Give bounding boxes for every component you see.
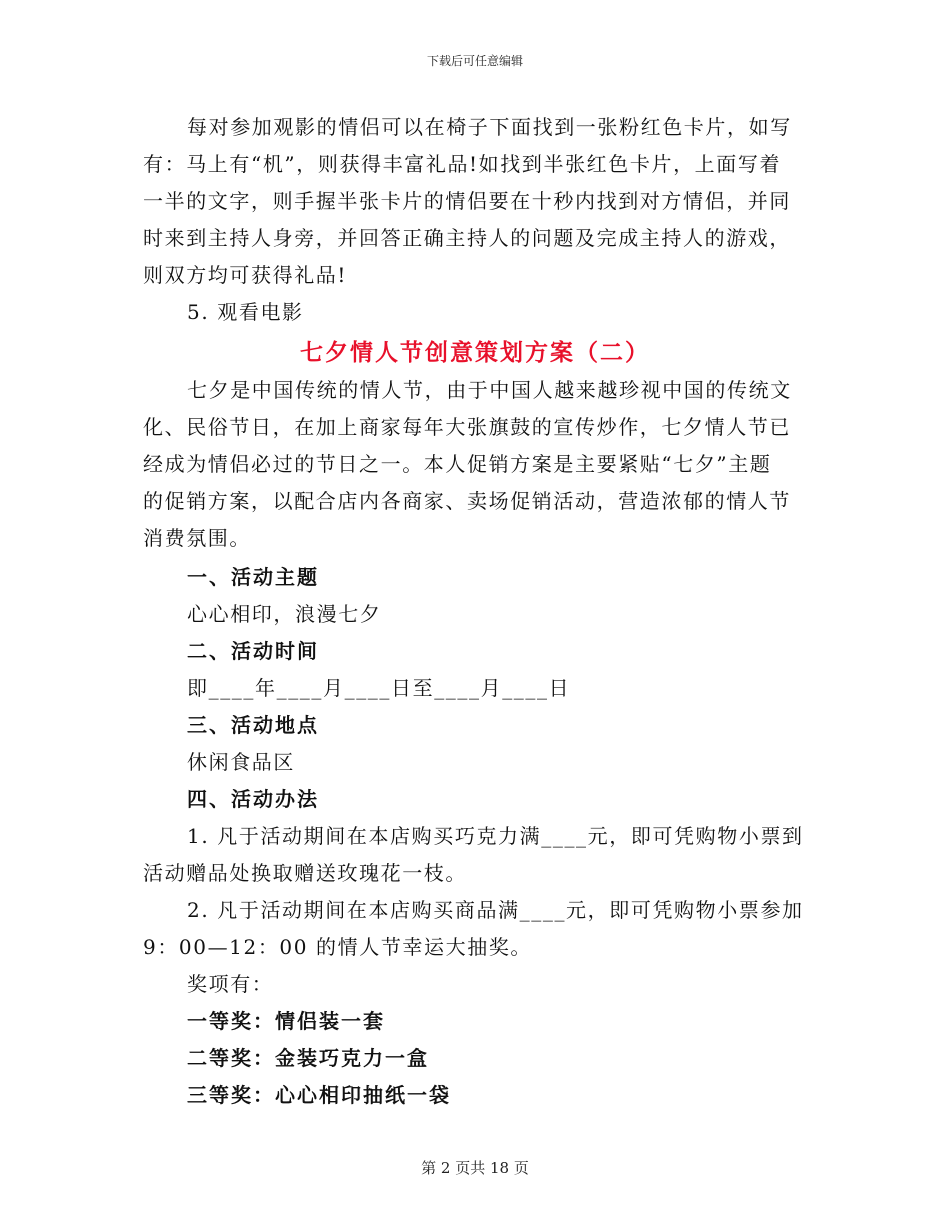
overview-line-1: 七夕是中国传统的情人节，由于中国人越来越珍视中国的传统文 — [187, 378, 792, 402]
prize-first: 一等奖：情侣装一套 — [187, 1009, 385, 1033]
page-header: 下载后可任意编辑 — [426, 54, 523, 68]
intro-line-2: 有：马上有“机”，则获得丰富礼品!如找到半张红色卡片，上面写着 — [143, 152, 782, 176]
intro-line-4: 时来到主持人身旁，并回答正确主持人的问题及完成主持人的游戏， — [143, 226, 791, 250]
overview-line-2: 化、民俗节日，在加上商家每年大张旗鼓的宣传炒作，七夕情人节已 — [143, 415, 791, 439]
intro-line-1: 每对参加观影的情侣可以在椅子下面找到一张粉红色卡片，如写 — [187, 115, 792, 139]
prize-second: 二等奖：金装巧克力一盒 — [187, 1046, 429, 1070]
method-item-1-line-1: 1. 凡于活动期间在本店购买巧克力满____元，即可凭购物小票到 — [187, 824, 804, 848]
overview-line-4: 的促销方案，以配合店内各商家、卖场促销活动，营造浓郁的情人节 — [143, 489, 791, 513]
theme-text: 心心相印，浪漫七夕 — [187, 602, 382, 626]
step-5-watch-movie: 5. 观看电影 — [187, 300, 304, 324]
intro-line-5: 则双方均可获得礼品! — [143, 263, 348, 287]
place-heading: 三、活动地点 — [187, 713, 319, 737]
method-item-2-line-1: 2. 凡于活动期间在本店购买商品满____元，即可凭购物小票参加 — [187, 898, 804, 922]
intro-line-3: 一半的文字，则手握半张卡片的情侣要在十秒内找到对方情侣，并同 — [143, 189, 791, 213]
prize-third: 三等奖：心心相印抽纸一袋 — [187, 1083, 451, 1107]
overview-line-5: 消费氛围。 — [143, 526, 251, 550]
theme-heading: 一、活动主题 — [187, 565, 319, 589]
prizes-label: 奖项有： — [187, 972, 274, 996]
section-title: 七夕情人节创意策划方案（二） — [300, 340, 650, 366]
method-heading: 四、活动办法 — [187, 787, 319, 811]
page-footer: 第 2 页共 18 页 — [421, 1159, 529, 1177]
overview-line-3: 经成为情侣必过的节日之一。本人促销方案是主要紧贴“七夕”主题 — [143, 452, 772, 476]
time-text: 即____年____月____日至____月____日 — [187, 676, 571, 700]
time-heading: 二、活动时间 — [187, 639, 319, 663]
method-item-2-line-2: 9：00—12：00 的情人节幸运大抽奖。 — [143, 935, 533, 959]
place-text: 休闲食品区 — [187, 750, 295, 774]
method-item-1-line-2: 活动赠品处换取赠送玫瑰花一枝。 — [143, 861, 467, 885]
